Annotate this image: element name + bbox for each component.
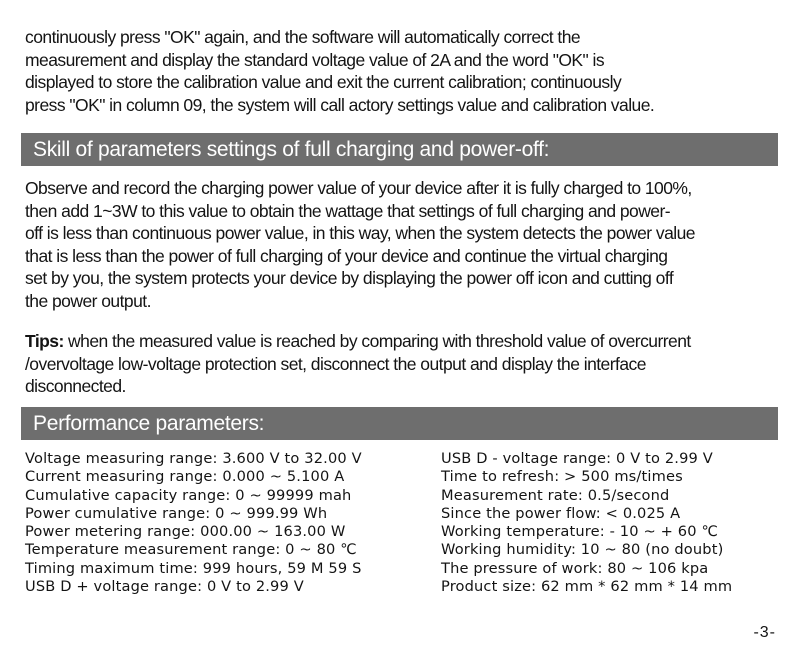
params-right-column	[441, 450, 732, 596]
intro-paragraph	[25, 26, 785, 116]
tips-text: when the measured value is reached by comparing with threshold value of overcurrent	[63, 331, 691, 351]
param-row: Power metering range: 000.00 ~ 163.00 W	[25, 523, 346, 541]
param-row: Product size: 62 mm * 62 mm * 14 mm	[441, 578, 733, 596]
tips-paragraph	[25, 330, 785, 398]
param-row: Since the power flow: < 0.025 A	[441, 504, 681, 522]
param-row: USB D - voltage range: 0 V to 2.99 V	[441, 450, 713, 467]
section-heading-full-charging: Skill of parameters settings of full charging and power-off:	[21, 133, 778, 166]
body-line: the power output.	[25, 290, 151, 311]
param-row: Current measuring range: 0.000 ~ 5.100 A	[25, 468, 345, 486]
param-row: Measurement rate: 0.5/second	[441, 486, 670, 504]
intro-line: measurement and display the standard voltage value of 2A and the word "OK" is	[25, 49, 605, 70]
param-row: USB D + voltage range: 0 V to 2.99 V	[25, 578, 304, 596]
page-number: -3-	[753, 624, 776, 641]
params-left-column	[25, 450, 362, 596]
param-row: Power cumulative range: 0 ~ 999.99 Wh	[25, 504, 328, 522]
intro-line: displayed to store the calibration value and exit the current calibration; continuously	[25, 72, 622, 92]
tips-line: /overvoltage low-voltage protection set, disconnect the output and display the interface	[25, 353, 646, 374]
param-row: Cumulative capacity range: 0 ~ 99999 mah	[25, 486, 352, 504]
param-row: Time to refresh: > 500 ms/times	[441, 468, 683, 486]
body-line: Observe and record the charging power value of your device after it is fully charged to 100%,	[25, 178, 692, 198]
tips-line	[25, 330, 785, 353]
body-line: then add 1~3W to this value to obtain the wattage that settings of full charging and power-	[25, 200, 671, 221]
body-line: off is less than continuous power value, in this way, when the system detects the power value	[25, 223, 695, 243]
tips-label: Tips:	[25, 331, 64, 351]
full-charging-paragraph	[25, 177, 785, 312]
section-heading-performance: Performance parameters:	[21, 407, 778, 440]
param-row: Temperature measurement range: 0 ~ 80 ℃	[25, 541, 357, 559]
body-line: that is less than the power of full charging of your device and continue the virtual charging	[25, 245, 668, 266]
body-line: set by you, the system protects your device by displaying the power off icon and cutting off	[25, 268, 674, 288]
param-row: The pressure of work: 80 ~ 106 kpa	[441, 559, 709, 577]
intro-line: press "OK" in column 09, the system will call actory settings value and calibration value.	[25, 94, 655, 115]
param-row: Timing maximum time: 999 hours, 59 M 59 S	[25, 559, 362, 577]
param-row: Working temperature: - 10 ~ + 60 ℃	[441, 523, 718, 541]
param-row: Working humidity: 10 ~ 80 (no doubt)	[441, 541, 724, 559]
param-row: Voltage measuring range: 3.600 V to 32.00 V	[25, 450, 362, 467]
tips-line: disconnected.	[25, 376, 126, 396]
intro-line: continuously press "OK" again, and the software will automatically correct the	[25, 27, 581, 47]
